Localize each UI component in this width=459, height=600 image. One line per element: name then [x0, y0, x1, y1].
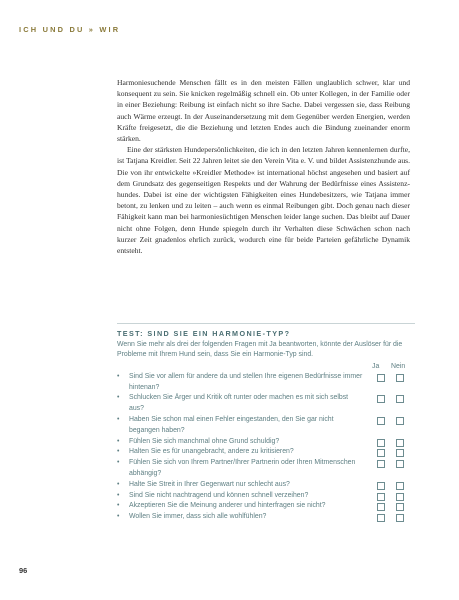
test-intro: Wenn Sie mehr als drei der folgenden Fragen mit Ja beantworten, könnte der Auslöser für die Probleme mit Ihrem Hund sein, dass Sie ein Harmonie-Typ sind.	[117, 341, 403, 359]
yes-checkbox[interactable]	[377, 460, 385, 468]
question-item	[117, 415, 364, 437]
question-text: Fühlen Sie sich manchmal ohne Grund schuldig?	[129, 437, 280, 445]
bullet-icon: •	[117, 480, 120, 488]
bullet-icon: •	[117, 502, 120, 510]
question-item	[117, 447, 364, 458]
question-text: Akzeptieren Sie die Meinung anderer und hinterfragen sie nicht?	[129, 502, 326, 510]
no-checkbox[interactable]	[396, 439, 404, 447]
bullet-icon: •	[117, 513, 120, 521]
question-item	[117, 501, 364, 512]
yes-checkbox[interactable]	[377, 503, 385, 511]
no-checkbox[interactable]	[396, 460, 404, 468]
running-header: ICH UND DU » WIR	[19, 25, 121, 34]
test-title: TEST: SIND SIE EIN HARMONIE-TYP?	[117, 329, 291, 338]
answer-column-headers	[117, 361, 415, 372]
yes-checkbox[interactable]	[377, 482, 385, 490]
question-text: Haben Sie schon mal einen Fehler eingestanden, den Sie gar nicht begangen haben?	[129, 416, 334, 434]
question-text: Sind Sie nicht nachtragend und können schnell verzeihen?	[129, 491, 309, 499]
question-text: Wollen Sie immer, dass sich alle wohlfühlen?	[129, 513, 267, 521]
bullet-icon: •	[117, 416, 120, 423]
bullet-icon: •	[117, 491, 120, 499]
paragraph: Harmoniesuchende Menschen fällt es in den meisten Fällen unglaublich schwer, klar und konsequent zu sein. Sie knicken regelmäßig schnell ein. Ob unter Kollegen, in der Familie oder in einer Beziehung: Reibung ist einfach nicht so ihre Sache. Dabei vergessen sie, dass Reibung auch Wärme erzeugt. In der Auseinandersetzung mit dem Gegenüber werden Energien, werden Kräfte freigesetzt, die die Beziehung und letzten Endes auch die Bindung zueinander enorm stärken.	[117, 78, 410, 144]
yes-checkbox[interactable]	[377, 417, 385, 425]
no-checkbox[interactable]	[396, 503, 404, 511]
yes-checkbox[interactable]	[377, 395, 385, 403]
no-checkbox[interactable]	[396, 417, 404, 425]
paragraph: Eine der stärksten Hundepersönlichkeiten, die ich in den letzten Jahren kennenlernen durfte, ist Tatjana Kreidler. Seit 22 Jahren leitet sie den Verein Vita e. V. und bildet Assistenzhunde aus. Die von ihr entwickelte »Kreidler Methode« ist international höchst angesehen und basiert auf dem Grundsatz des gegenseitigen Respekts und der Wahrung der Bedürfnisse eines Assistenzhundes. Dabei ist eine der wichtigsten Fähigkeiten eines Hundebesitzers, wie Tatjana immer betont, zu lenken und zu leiten – auch wenn es einmal Reibungen gibt. Doch genau nach dieser Fähigkeit kann man bei harmoniesüchtigen Menschen leider lange suchen. Das bleibt auf Dauer nicht ohne Folgen, denn Hunde spiegeln durch ihr Verhalten diese Schwächen schon nach kurzer Zeit gnadenlos ehrlich zurück, wodurch eine für beide Parteien gefährliche Dynamik entsteht.	[117, 145, 410, 256]
bullet-icon: •	[117, 437, 120, 445]
test-box	[117, 323, 415, 523]
question-text: Halte Sie Streit in Ihrer Gegenwart nur schlecht aus?	[129, 480, 290, 488]
column-no-label: Nein	[391, 362, 406, 370]
bullet-icon: •	[117, 459, 120, 467]
question-item	[117, 512, 364, 523]
yes-checkbox[interactable]	[377, 514, 385, 522]
no-checkbox[interactable]	[396, 493, 404, 501]
yes-checkbox[interactable]	[377, 439, 385, 447]
question-item	[117, 480, 364, 491]
bullet-icon: •	[117, 448, 120, 456]
no-checkbox[interactable]	[396, 449, 404, 457]
question-item	[117, 491, 364, 502]
question-item	[117, 372, 364, 394]
yes-checkbox[interactable]	[377, 374, 385, 382]
question-list	[117, 372, 415, 523]
question-text: Sind Sie vor allem für andere da und stellen Ihre eigenen Bedürfnisse immer hintenan?	[129, 372, 363, 391]
body-text	[117, 77, 410, 256]
yes-checkbox[interactable]	[377, 449, 385, 457]
no-checkbox[interactable]	[396, 395, 404, 403]
question-item	[117, 437, 364, 448]
no-checkbox[interactable]	[396, 514, 404, 522]
question-text: Halten Sie es für unangebracht, andere zu kritisieren?	[129, 448, 294, 456]
question-text: Schlucken Sie Ärger und Kritik oft runter oder machen es mit sich selbst aus?	[129, 394, 349, 413]
question-item	[117, 458, 364, 480]
no-checkbox[interactable]	[396, 482, 404, 490]
question-item	[117, 393, 364, 415]
no-checkbox[interactable]	[396, 374, 404, 382]
bullet-icon: •	[117, 372, 120, 380]
question-text: Fühlen Sie sich von Ihrem Partner/Ihrer Partnerin oder Ihren Mitmenschen abhängig?	[129, 459, 356, 477]
page-number: 96	[19, 566, 28, 575]
bullet-icon: •	[117, 394, 120, 402]
column-yes-label: Ja	[372, 362, 380, 370]
yes-checkbox[interactable]	[377, 493, 385, 501]
